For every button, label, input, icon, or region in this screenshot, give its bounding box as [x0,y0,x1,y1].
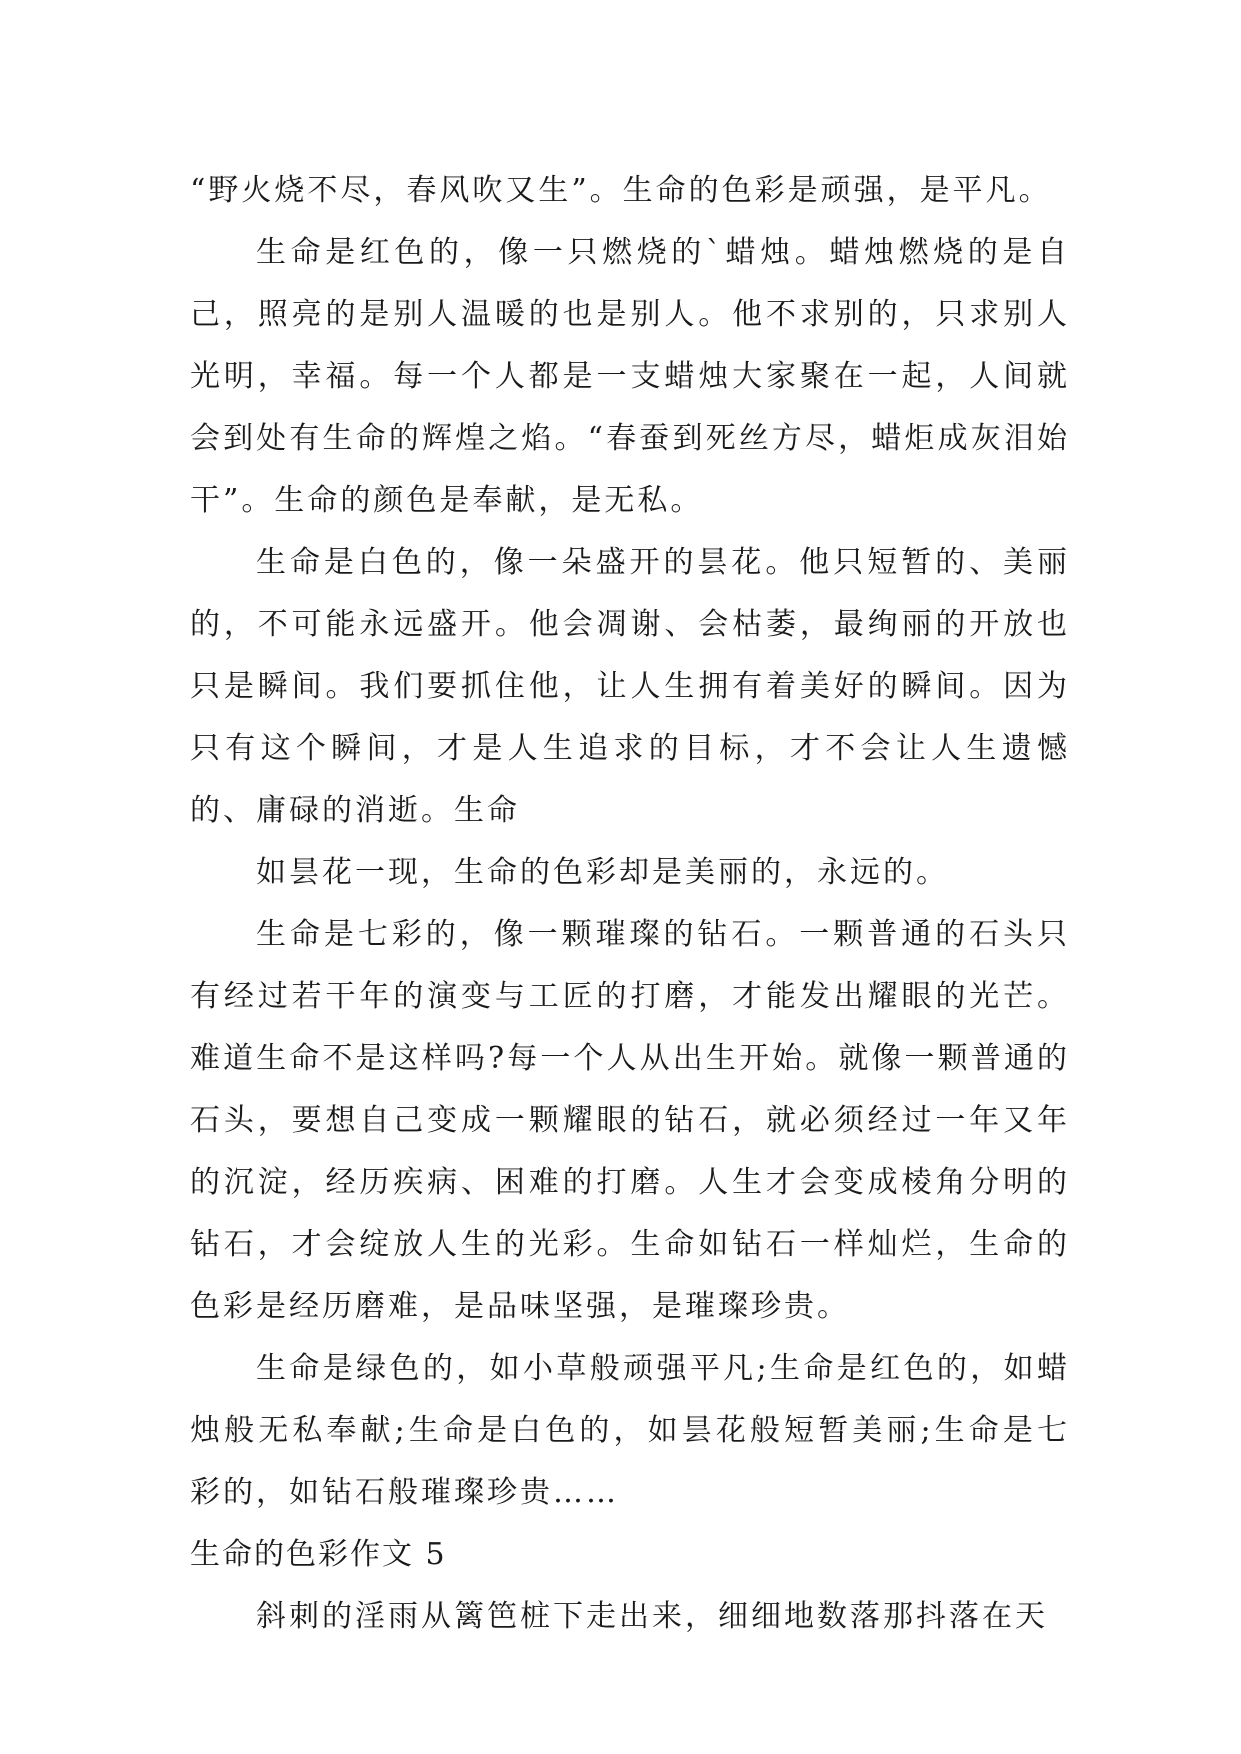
section-heading: 生命的色彩作文 5 [190,1537,447,1572]
paragraph-4: 如昙花一现，生命的色彩却是美丽的，永远的。 [256,855,949,890]
paragraph-7: 斜刺的淫雨从篱笆桩下走出来，细细地数落那抖落在天 [256,1599,1048,1634]
essay-text [190,160,1070,1648]
paragraph-5: 生命是七彩的，像一颗璀璨的钻石。一颗普通的石头只有经过若干年的演变与工匠的打磨，才能发出耀眼的光芒。难道生命不是这样吗?每一个人从出生开始。就像一颗普通的石头，要想自己变成一颗耀眼的钻石，就必须经过一年又年的沉淀，经历疾病、困难的打磨。人生才会变成棱角分明的钻石，才会绽放人生的光彩。生命如钻石一样灿烂，生命的色彩是经历磨难，是品味坚强，是璀璨珍贵。 [190,917,1070,1324]
paragraph-2: 生命是红色的，像一只燃烧的`蜡烛。蜡烛燃烧的是自己，照亮的是别人温暖的也是别人。他不求别的，只求别人光明，幸福。每一个人都是一支蜡烛大家聚在一起，人间就会到处有生命的辉煌之焰。“春蚕到死丝方尽，蜡炬成灰泪始干”。生命的颜色是奉献，是无私。 [190,235,1070,518]
paragraph-6: 生命是绿色的，如小草般顽强平凡;生命是红色的，如蜡烛般无私奉献;生命是白色的，如昙花般短暂美丽;生命是七彩的，如钻石般璀璨珍贵…… [190,1351,1070,1510]
paragraph-1: “野火烧不尽，春风吹又生”。生命的色彩是顽强，是平凡。 [190,173,1052,208]
paragraph-3: 生命是白色的，像一朵盛开的昙花。他只短暂的、美丽的，不可能永远盛开。他会凋谢、会枯萎，最绚丽的开放也只是瞬间。我们要抓住他，让人生拥有着美好的瞬间。因为只有这个瞬间，才是人生追求的目标，才不会让人生遗憾的、庸碌的消逝。生命 [190,545,1070,828]
